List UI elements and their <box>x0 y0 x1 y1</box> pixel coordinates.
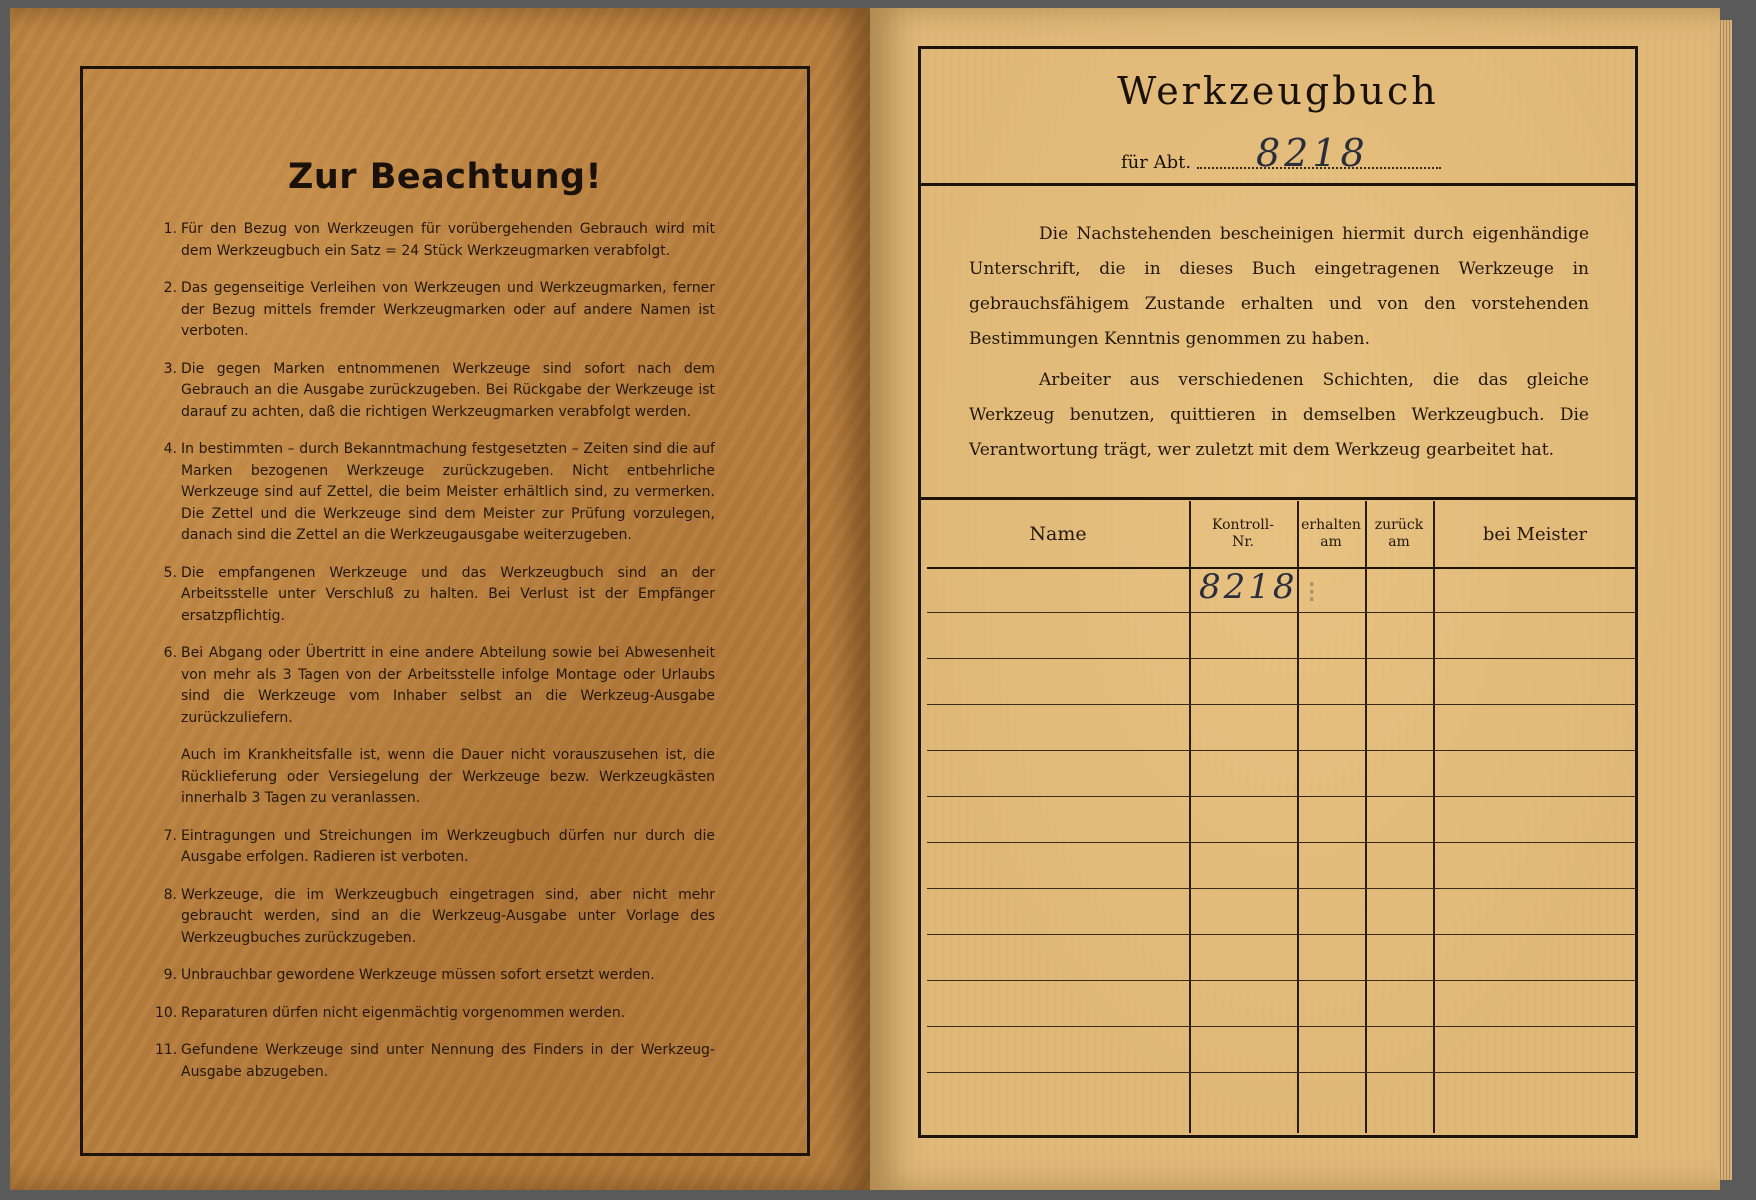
title-divider <box>921 183 1635 186</box>
rule-item: 3. Die gegen Marken entnommenen Werkzeuge sind sofort nach dem Gebrauch an die Ausgabe zurückzugeben. Bei Rückgabe der Werkzeuge ist darauf zu achten, daß die richtigen Werkzeugmarken verabfolgt werden. <box>163 360 715 420</box>
page-edges <box>1718 20 1732 1180</box>
rules-list <box>155 219 715 1099</box>
header-name: Name <box>1029 523 1087 545</box>
row-line <box>927 750 1637 751</box>
tool-receipt-table <box>927 501 1637 1133</box>
row-line <box>927 612 1637 613</box>
row-line <box>927 1026 1637 1027</box>
table-top-border <box>921 497 1635 500</box>
row-line <box>927 842 1637 843</box>
left-page-frame <box>80 66 810 1156</box>
department-handwritten-value: 8218 <box>1256 131 1369 175</box>
rule-item: 10. Reparaturen dürfen nicht eigenmächtig vorgenommen werden. <box>155 1004 626 1021</box>
kontroll-nr-handwritten: 8218 <box>1199 567 1298 607</box>
rule-item: 1. Für den Bezug von Werkzeugen für vorübergehenden Gebrauch wird mit dem Werkzeugbuch ein Satz = 24 Stück Werkzeugmarken verabfolgt. <box>163 221 715 259</box>
rules-title: Zur Beachtung! <box>287 157 603 197</box>
row-line <box>927 658 1637 659</box>
rule-item: 5. Die empfangenen Werkzeuge und das Werkzeugbuch sind an der Arbeitsstelle unter Verschluß zu halten. Bei Verlust ist der Empfänger ersatzpflichtig. <box>163 564 715 624</box>
department-field <box>1121 131 1441 177</box>
row-line <box>927 704 1637 705</box>
rule-item: 11. Gefundene Werkzeuge sind unter Nennung des Finders in der Werkzeug-Ausgabe abzugeben. <box>155 1042 715 1080</box>
header-kontroll-nr: Kontroll- Nr. <box>1212 517 1274 550</box>
row-line <box>927 1072 1637 1073</box>
row-line <box>927 980 1637 981</box>
department-label: für Abt. <box>1121 152 1192 173</box>
row-line <box>927 934 1637 935</box>
right-page <box>870 8 1720 1190</box>
column-divider <box>1433 501 1435 1133</box>
faded-stamp-mark: ⁝ <box>1307 575 1317 610</box>
header-zurueck-am: zurück am <box>1374 517 1424 550</box>
declaration-paragraph: Die Nachstehenden bescheinigen hiermit durch eigenhändige Unterschrift, die in dieses Buch eingetragenen Werkzeuge in gebrauchsfähigem Zustande erhalten und von den vorstehenden Bestimmungen Kenntnis genommen zu haben. <box>969 224 1589 349</box>
header-erhalten-am: erhalten am <box>1301 517 1361 550</box>
rule-item: Auch im Krankheitsfalle ist, wenn die Dauer nicht vorauszusehen ist, die Rücklieferung oder Versiegelung der Werkzeuge bezw. Werkzeugkästen innerhalb 3 Tagen zu veranlassen. <box>181 747 715 806</box>
rule-item: 4. In bestimmten – durch Bekanntmachung festgesetzten – Zeiten sind die auf Marken bezogenen Werkzeuge zurückzugeben. Nicht entbehrliche Werkzeuge sind auf Zettel, die beim Meister erhältlich sind, zu vermerken. Die Zettel und die Werkzeuge sind dem Meister zur Prüfung vorzulegen, danach sind die Zettel an die Werkzeugausgabe weiterzugeben. <box>163 441 715 543</box>
rule-item: 6. Bei Abgang oder Übertritt in eine andere Abteilung sowie bei Abwesenheit von mehr als 3 Tagen von der Arbeitsstelle infolge Montage oder Urlaubs sind die Werkzeuge vom Inhaber selbst an die Werkzeug-Ausgabe zurückzuliefern. <box>163 645 715 726</box>
column-divider <box>1189 501 1191 1133</box>
responsibility-paragraph: Arbeiter aus verschiedenen Schichten, die das gleiche Werkzeug benutzen, quittieren in demselben Werkzeugbuch. Die Verantwortung trägt, wer zuletzt mit dem Werkzeug gearbeitet hat. <box>969 370 1589 460</box>
rule-item: 7. Eintragungen und Streichungen im Werkzeugbuch dürfen nur durch die Ausgabe erfolgen. Radieren ist verboten. <box>163 827 715 865</box>
rule-item: 2. Das gegenseitige Verleihen von Werkzeugen und Werkzeugmarken, ferner der Bezug mittels fremder Werkzeugmarken oder auf andere Namen ist verboten. <box>163 280 715 339</box>
rule-item: 8. Werkzeuge, die im Werkzeugbuch eingetragen sind, aber nicht mehr gebraucht werden, sind an die Werkzeug-Ausgabe unter Vorlage des Werkzeugbuches zurückzugeben. <box>163 886 715 946</box>
header-bei-meister: bei Meister <box>1482 523 1588 545</box>
right-page-frame <box>918 46 1638 1138</box>
row-line <box>927 796 1637 797</box>
column-divider <box>1365 501 1367 1133</box>
row-line <box>927 888 1637 889</box>
book-title: Werkzeugbuch <box>1117 69 1439 113</box>
left-page <box>10 8 870 1190</box>
rule-item: 9. Unbrauchbar gewordene Werkzeuge müssen sofort ersetzt werden. <box>163 967 655 983</box>
